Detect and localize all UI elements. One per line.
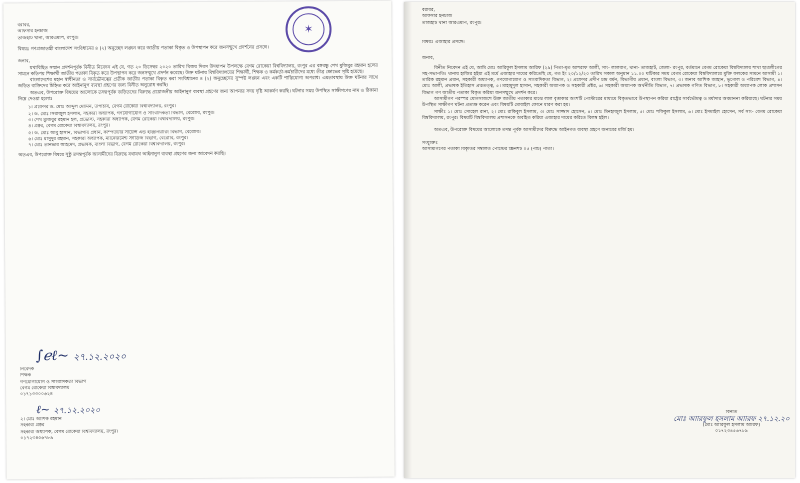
body-paragraph: আসামীগণ পরস্পর যোগসাজশে উক্ত জাতীয় পতাকার মাঝে লাল বৃত্তাকার অংশটি পোস্টারের মাধ্যমে বিকৃতভাবে উপস্থাপন করিয়া রাষ্ট্রের সার্বভৌমত্ব ও মর্যাদার অবমাননা করিয়াছে। ঘটনার সময় উপস্থিত সাক্ষীগণ ঘটনা প্রত্যক্ষ করেন এবং বিষয়টি মোবাইল ফোনে ধারণ করা হয়।: [422, 97, 782, 109]
recipient-block: [422, 8, 622, 27]
closing-paragraph: অতএব, উপরোক্ত বিষয়ে সুষ্ঠু তদন্তপূর্বক আসামীদের বিরুদ্ধে যথাযথ আইনানুগ ব্যবস্থা গ্রহণের জন্য আবেদন করছি।: [18, 152, 226, 159]
sender-line: বেগম রোকেয়া বিশ্ববিদ্যালয়: [20, 385, 70, 392]
attachment-text: আসামীগণের পতাকা বিকৃতির সম্বলিত পোস্টের স্ক্রিনশট ০৫ (পাঁচ) পাতা।: [422, 146, 554, 152]
witness-item: ৫। ড. মোঃ আবু হাসান, বিভাগীয় প্রধান, কম্পিউটার সায়েন্স এন্ড ইঞ্জিনিয়ারিং বিভাগ, বেরোবি।: [28, 129, 201, 136]
second-signature: ℓ~ ২৭.১২.২০২০: [36, 403, 101, 417]
recipient-line: বরাবর,: [17, 23, 31, 29]
handwritten-signature: ∫ℯℓ~ ২৭.১২.২০২০: [35, 347, 126, 365]
sender-block: [20, 366, 260, 399]
handwritten-signature: [669, 416, 794, 422]
witness-item: ৪। প্রক্টর, বেগম রোকেয়া বিশ্ববিদ্যালয়, রংপুর।: [28, 123, 110, 130]
fir-letter-page: [404, 2, 795, 478]
signer-phone: ০১৭২৩৪৫৬৭৮৯: [715, 428, 748, 434]
witness-item: ৬। মোঃ মাসুদুর রহমান, সহকারী অধ্যাপক, ম্যানেজমেন্ট স্টাডিজ বিভাগ, বেরোবি, রংপুর।: [28, 135, 189, 143]
witness-list: [28, 103, 378, 150]
witness-item: ৭। মোঃ তানভীর আহমেদ, প্রভাষক, বাংলা বিভাগ, বেগম রোকেয়া বিশ্ববিদ্যালয়, রংপুর।: [28, 142, 186, 149]
complaint-letter-page: [3, 1, 394, 480]
body-paragraph: বিনীত নিবেদন এই যে, আমি মোঃ আরিফুল ইসলাম আরিফ (২৯) পিতা-মৃত আশরাফ আলী, সাং- লালবাগ, থানা- তাজহাট, জেলা- রংপুর, বর্তমানে বেগম রোকেয়া বিশ্ববিদ্যালয় শাখা ছাত্রলীগের সহ-সভাপতি। থানায় হাজির হইয়া এই মর্মে এজাহার দায়ের করিতেছি যে, গত ইং ২০/১২/২০ তারিখ সকাল অনুমান ১১.০০ ঘটিকার সময় বেগম রোকেয়া বিশ্ববিদ্যালয়ে মুক্তি ফলকের সামনে আসামী ১। তারিক রহমান প্রধান, সহকারী অধ্যাপক, গণযোগাযোগ ও সাংবাদিকতা বিভাগ, ২। প্রফেসর প্রদীপ চন্দ্র বর্মন, বিভাগীয় প্রধান, বাংলা বিভাগ, ৩। জনাব আশিক জাহান, ভূগোল ও পরিবেশ বিভাগ, ৪। মোঃ আলী, প্রভাষক ইতিহাস প্রত্নতত্ত্ব, ৫। মাহামুদুল হাসান, সহকারী অধ্যাপক ও সহকারী প্রক্টর, ৬। সহকারী অধ্যাপক অর্থনীতি বিভাগ, ৭। প্রভাষক গণিত বিভাগ, ৮। সহকারী অধ্যাপক লোক প্রশাসন বিভাগ গণ জাতীয় পতাকা বিকৃত করিয়া জনসম্মুখে প্রদর্শন করে।: [422, 65, 782, 96]
signature-block: [669, 410, 794, 435]
sender-line: ০১৭১৩৩০০৬২৪: [20, 392, 53, 398]
body-paragraph: সাক্ষীঃ ১। মোঃ সোহেল রানা, ২। মোঃ রাকিবুল ইসলাম, ৩। মোঃ সাজ্জাদ হোসেন, ৪। মোঃ মিনহাজুল ইসলাম, ৫। মোঃ শফিকুল ইসলাম, ৬। মোঃ ইসমাইল হোসেন, সর্ব সাং- বেগম রোকেয়া বিশ্ববিদ্যালয়, রংপুর। বিষয়টি বিশ্ববিদ্যালয় প্রশাসনকে অবহিত করিয়া এজাহার দায়ের করিতে বিলম্ব হইল।: [422, 109, 782, 121]
university-seal-stamp: ✶: [285, 6, 331, 52]
sender-line: সহকারী প্রক্টর: [20, 423, 45, 429]
witness-item: ৩। শেখ মুজিবুর রহমান হল, প্রভোস্ট, সহকারী অধ্যাপক, বেগম রোকেয়া বিশ্ববিদ্যালয়, রংপুর।: [28, 116, 195, 124]
signature-text: মোঃ আরিফুল ইসলাম আরিফ: [673, 416, 756, 423]
sender-line: সহকারী অধ্যাপক, বেগম রোকেয়া বিশ্ববিদ্যালয়, রংপুর।: [20, 429, 119, 435]
recipient-line: বরাবর,: [422, 8, 435, 13]
signature-date: ২৭.১২.২০২০: [73, 352, 126, 363]
sender-line: ০১৭২৩৪৫৬৭৮৯: [20, 435, 54, 442]
salutation: জনাব,: [422, 56, 435, 62]
attachment-label: সংযুক্তিঃ: [422, 140, 438, 146]
page-fold-shadow: [404, 2, 412, 478]
recipient-line: অফিসার ইনচার্জ: [422, 14, 453, 20]
letter-body: [18, 45, 379, 160]
signature-date: ২৭.১২.২০: [757, 416, 790, 423]
recipient-line: অফিসার ইনচার্জ: [17, 29, 48, 35]
witness-item: ১। প্রফেসর ড. মোঃ আব্দুল মোমিন, উপাচার্য, বেগম রোকেয়া বিশ্ববিদ্যালয়, রংপুর।: [28, 104, 176, 111]
sender-line: গণযোগাযোগ ও সাংবাদিকতা বিভাগ: [19, 379, 87, 385]
closing-paragraph: অতএব, উপরোক্ত বিষয়ের আলোকে তদন্ত পূর্বক আসামীদের বিরুদ্ধে আইনগত ব্যবস্থা গ্রহণে জনাবের মর্জি হয়।: [434, 128, 635, 134]
subject-line: বিষয়ঃ গণপ্রজাতন্ত্রী বাংলাদেশ সংবিধানের ৪ (২) অনুচ্ছেদ লঙ্ঘন করে জাতীয় পতাকা বিকৃত ও উপস্থাপন করে জনসম্মুখে প্রদর্শনের প্রসঙ্গে।: [17, 45, 269, 53]
recipient-line: তাজহাট থানা আরএমপি, রংপুর।: [422, 20, 482, 26]
recipient-block: [17, 22, 217, 42]
signer-name: (মোঃ আরিফুল ইসলাম আরিফ): [702, 422, 761, 428]
salutation: জনাব,: [17, 59, 30, 65]
second-sender-block: [20, 415, 380, 443]
witness-item: ২। ড. মোঃ সিরাজুল ইসলাম, সহকারী অধ্যাপক, গণযোগাযোগ ও সাংবাদিকতা বিভাগ, বেরোবি, রংপুর।: [28, 110, 215, 117]
subject-line: বিষয়ঃ এজাহার প্রসঙ্গে।: [422, 40, 465, 45]
body-paragraph: যথাবিহিত সম্মান প্রদর্শনপূর্বক বিনীত নিবেদন এই যে, গত ২০ ডিসেম্বর ২০২০ তারিখ বিজয় দিবস উদযাপন উপলক্ষে বেগম রোকেয়া বিশ্ববিদ্যালয়, রংপুর এর বঙ্গবন্ধু শেখ মুজিবুর রহমান হলের সামনে কতিপয় শিক্ষার্থী জাতীয় পতাকা বিকৃত করে উপস্থাপন করে জনসম্মুখে প্রদর্শন করেছে। উক্ত ঘটনায় বিশ্ববিদ্যালয়ের শিক্ষার্থী, শিক্ষক ও কর্মকর্তা-কর্মচারীদের মধ্যে তীব্র ক্ষোভের সৃষ্টি হয়েছে।: [17, 63, 378, 78]
body-paragraph: অতএব, উপরোক্ত বিষয়ের আলোকে তদন্তপূর্বক জড়িতদের বিরুদ্ধে প্রয়োজনীয় আইনানুগ ব্যবস্থা গ্রহণের জন্য আপনার সদয় দৃষ্টি আকর্ষণ করছি। ঘটনার সময় উপস্থিত সাক্ষীগণের নাম ও ঠিকানা নিম্নে দেওয়া হলোঃ: [17, 88, 378, 103]
second-signature-date: ২৭.১২.২০২০: [53, 405, 101, 416]
letter-body: [422, 40, 782, 153]
body-paragraph: বাংলাদেশের মহান স্বাধীনতা ও সার্বভৌমত্বের প্রতীক জাতীয় পতাকা বিকৃত করা সংবিধানের ৪ (২) অনুচ্ছেদের সুস্পষ্ট লঙ্ঘন এবং একটি শাস্তিযোগ্য অপরাধ। এমতাবস্থায় উক্ত ঘটনার সাথে জড়িত ব্যক্তিদের চিহ্নিত করে আইনানুগ ব্যবস্থা গ্রহণের জন্য বিনীত অনুরোধ করছি।: [17, 75, 378, 90]
sender-line: ২। মোঃ আশিক রহমান: [20, 416, 62, 423]
signature-label: বিনীত: [725, 410, 738, 415]
sender-line: শিক্ষক: [19, 373, 31, 379]
sender-line: নিবেদক: [19, 367, 35, 373]
recipient-line: তাজহাট থানা, আরএমপি, রংপুর।: [17, 35, 79, 41]
